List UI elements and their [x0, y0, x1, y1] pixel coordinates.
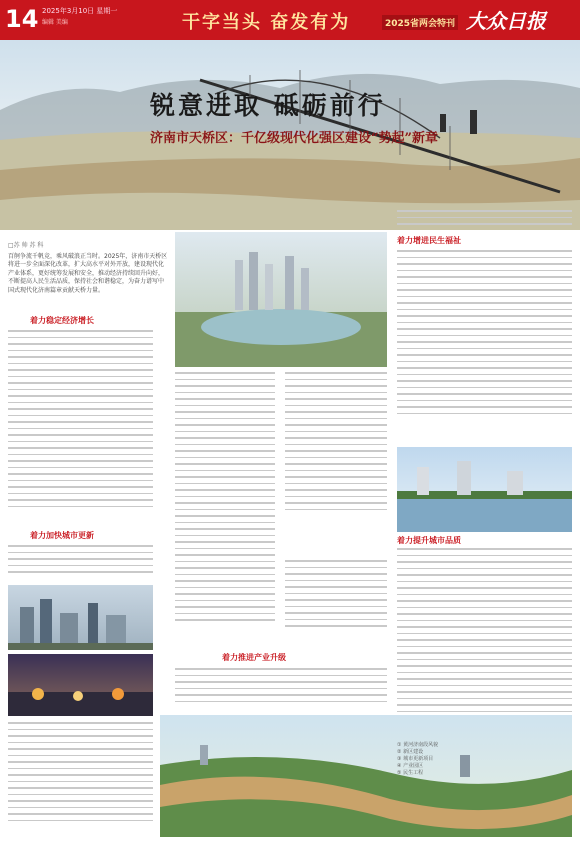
issue-date: 2025年3月10日 星期一 [42, 7, 118, 15]
column-3-text-continued [285, 560, 387, 645]
page-header [0, 0, 580, 40]
city-skyline-photo [8, 585, 153, 650]
section-heading-livelihood: 着力增进民生福祉 [397, 236, 461, 245]
section-heading-industry: 着力推进产业升级 [222, 653, 286, 662]
caption-1: ① 黄河济南段风貌 [397, 742, 439, 748]
caption-4: ④ 产业园区 [397, 763, 424, 769]
caption-3: ③ 城市更新项目 [397, 756, 434, 762]
caption-2: ② 新区建设 [397, 749, 424, 755]
photo-captions [397, 742, 572, 777]
column-2-text [175, 372, 275, 647]
section-heading-economy: 着力稳定经济增长 [30, 316, 94, 325]
caption-5: ⑤ 民生工程 [397, 770, 424, 776]
newspaper-logo: 大众日报 [466, 9, 546, 33]
hero-photo [0, 40, 580, 230]
column-3-text [285, 372, 387, 532]
section-slogan: 干字当头 奋发有为 [182, 12, 351, 33]
column-1-text-bottom [8, 722, 153, 837]
headline: 锐意进取 砥砺前行 [150, 91, 386, 120]
column-1-text [8, 330, 153, 525]
section-heading-city-quality: 着力提升城市品质 [397, 536, 461, 545]
night-district-photo [8, 654, 153, 716]
page-number: 14 [5, 5, 39, 33]
column-4-text-lower [397, 548, 572, 738]
sub-headline: 济南市天桥区：千亿级现代化强区建设“势起”新章 [150, 131, 438, 146]
byline: □苏 帅 苏 科 [8, 242, 44, 249]
aerial-park-photo [175, 232, 387, 367]
riverside-photo [397, 447, 572, 532]
special-edition-badge: 2025省两会特刊 [382, 15, 458, 30]
section-heading-urban-renewal: 着力加快城市更新 [30, 531, 94, 540]
industry-text [175, 668, 387, 710]
column-4-text-top [397, 210, 572, 232]
lead-paragraph [8, 242, 168, 295]
column-1-text-continued [8, 545, 153, 580]
column-4-text [397, 250, 572, 440]
editor-line: 编辑 美编 [42, 19, 68, 26]
lead-text: 百舸争流千帆竞，乘风破浪正当时。2025年，济南市天桥区将进一步全面深化改革，扩大高水平对外开放，建设现代化产业体系，更好统筹发展和安全，推动经济持续回升向好，不断提高人民生活品质，保持社会和谐稳定，为奋力谱写中国式现代化济南篇章贡献天桥力量。 [8, 252, 168, 294]
